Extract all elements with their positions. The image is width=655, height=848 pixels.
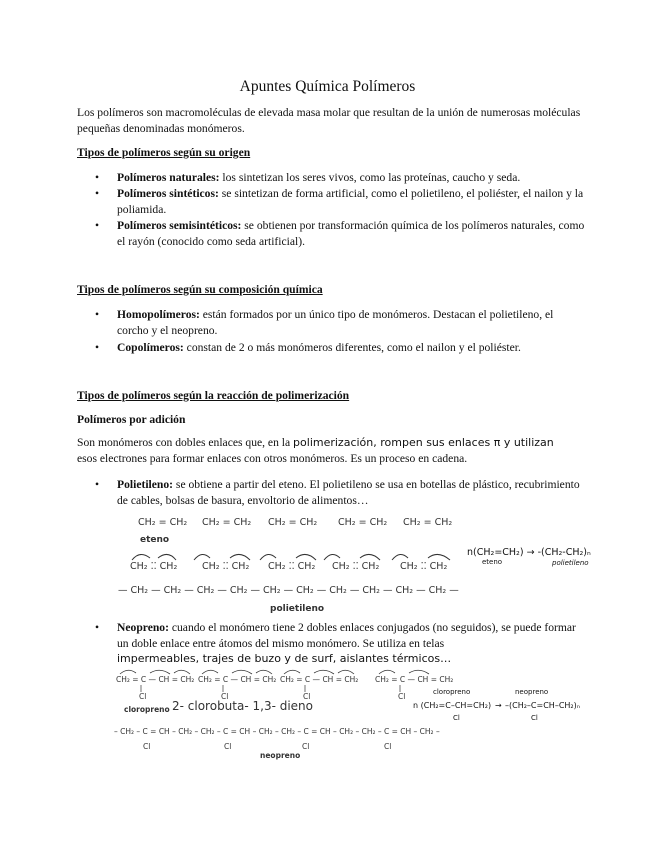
list-item: • Neopreno: cuando el monómero tiene 2 dobles enlaces conjugados (no seguidos), se puede formar un doble enlace entre átomos del mismo monómero. Se utiliza en telas impermeables, trajes de buzo y de surf, aislantes térmicos… xyxy=(95,621,576,666)
neoprene-diagram xyxy=(110,668,630,760)
cloropreno-monomer: CH₂ = C — CH = CH₂ xyxy=(198,675,277,684)
list-item: • Polímeros sintéticos: se sintetizan de forma artificial, como el polietileno, el poliéster, el nailon y la poliamida. xyxy=(95,187,584,216)
item-term: Homopolímeros: xyxy=(117,308,200,321)
addition-text-c: esos electrones para formar enlaces con otros monómeros. Es un proceso en cadena. xyxy=(77,451,468,465)
chlorine-atom: Cl xyxy=(453,714,460,722)
electron-pair: CH₂ ⁚⁚ CH₂ xyxy=(332,561,380,572)
item-term: Polímeros naturales: xyxy=(117,171,220,184)
list-item: • Copolímeros: constan de 2 o más monómeros diferentes, como el nailon y el poliéster. xyxy=(95,341,521,354)
chlorine-atom: Cl xyxy=(143,742,151,751)
chlorine-atom: Cl xyxy=(221,692,229,701)
chlorine-atom: Cl xyxy=(302,742,310,751)
curved-arrows xyxy=(120,670,429,674)
handwritten-note: 2- clorobuta- 1,3- dieno xyxy=(172,699,313,713)
item-term: Polímeros semisintéticos: xyxy=(117,219,242,232)
list-item: • Homopolímeros: están formados por un único tipo de monómeros. Destacan el polietileno, el corcho y el neopreno. xyxy=(95,308,554,337)
neoprene-eq-left: n (CH₂=C–CH=CH₂) xyxy=(413,701,492,710)
section3-heading: Tipos de polímeros según la reacción de polimerización xyxy=(77,389,350,402)
eteno-label: eteno xyxy=(140,535,170,545)
addition-text-b: polimerización, rompen sus enlaces π y utilizan xyxy=(293,436,554,449)
electron-pair: CH₂ ⁚⁚ CH₂ xyxy=(202,561,250,572)
eq-label-neopreno: neopreno xyxy=(515,688,549,696)
item-text: están formados por un único tipo de monómeros. Destacan el polietileno, el corcho y el neopreno. xyxy=(117,308,554,337)
item-text: se sintetizan de forma artificial, como el polietileno, el poliéster, el nailon y la poliamida. xyxy=(117,187,584,216)
electron-pairs xyxy=(130,561,447,572)
chlorine-atom: Cl xyxy=(303,692,311,701)
polyethylene-diagram xyxy=(110,512,620,614)
page-title: Apuntes Química Polímeros xyxy=(239,78,416,95)
neoprene-chain: – CH₂ – C = CH – CH₂ – CH₂ – C = CH – CH₂ – CH₂ – C = CH – CH₂ – CH₂ – C = CH – CH₂ – xyxy=(114,727,440,736)
chlorine-atom: Cl xyxy=(224,742,232,751)
equation-label-eteno: eteno xyxy=(482,558,503,566)
electron-pair: CH₂ ⁚⁚ CH₂ xyxy=(130,561,178,572)
eteno-monomer: CH₂ = CH₂ xyxy=(202,517,252,528)
neoprene-label: neopreno xyxy=(260,751,301,760)
cloropreno-monomer: CH₂ = C — CH = CH₂ xyxy=(375,675,454,684)
curved-arrows xyxy=(132,554,450,560)
chlorine-atom: Cl xyxy=(384,742,392,751)
chlorine-atom: Cl xyxy=(398,692,406,701)
item-text: se obtienen por transformación química de los polímeros naturales, como el rayón (conocido como seda artificial). xyxy=(117,219,585,248)
section2-heading: Tipos de polímeros según su composición química xyxy=(77,283,323,296)
chlorine-atom: Cl xyxy=(531,714,538,722)
cloropreno-monomer: CH₂ = C — CH = CH₂ xyxy=(116,675,195,684)
equation-label-polietileno: polietileno xyxy=(552,559,589,567)
cloropreno-monomer: CH₂ = C — CH = CH₂ xyxy=(280,675,359,684)
section1-heading: Tipos de polímeros según su origen xyxy=(77,146,251,159)
addition-paragraph xyxy=(77,435,582,466)
item-term: Polímeros sintéticos: xyxy=(117,187,219,200)
item-text: se obtiene a partir del eteno. El polietileno se usa en botellas de plástico, recubrimiento de cables, bolsas de basura, envoltorio de alimentos… xyxy=(117,478,580,507)
list-item: • Polímeros semisintéticos: se obtienen por transformación química de los polímeros naturales, como el rayón (conocido como seda artificial). xyxy=(95,219,585,248)
list-item: • Polímeros naturales: los sintetizan los seres vivos, como las proteínas, caucho y seda. xyxy=(95,171,521,184)
polyethylene-label: polietileno xyxy=(270,604,325,614)
item-text: constan de 2 o más monómeros diferentes, como el nailon y el poliéster. xyxy=(183,341,521,354)
item-term: Copolímeros: xyxy=(117,341,184,354)
eteno-monomer: CH₂ = CH₂ xyxy=(268,517,318,528)
section3-subheading: Polímeros por adición xyxy=(77,413,186,426)
item-text-continued: impermeables, trajes de buzo y de surf, aislantes térmicos… xyxy=(117,652,452,666)
list-item: • Polietileno: se obtiene a partir del eteno. El polietileno se usa en botellas de plástico, recubrimiento de cables, bolsas de basura, envoltorio de alimentos… xyxy=(95,478,580,507)
item-term: Polietileno: xyxy=(117,478,174,491)
eteno-monomer: CH₂ = CH₂ xyxy=(403,517,453,528)
eteno-monomer: CH₂ = CH₂ xyxy=(138,517,188,528)
cloropreno-label: cloropreno xyxy=(124,705,170,714)
neoprene-eq-right: –(CH₂–C=CH–CH₂)ₙ xyxy=(505,701,580,710)
eq-label-cloropreno: cloropreno xyxy=(433,688,471,696)
polyethylene-chain: — CH₂ — CH₂ — CH₂ — CH₂ — CH₂ — CH₂ — CH₂ — CH₂ — CH₂ — CH₂ — xyxy=(118,585,459,596)
addition-text-a: Son monómeros con dobles enlaces que, en la xyxy=(77,436,294,449)
electron-pair: CH₂ ⁚⁚ CH₂ xyxy=(268,561,316,572)
item-term: Neopreno: xyxy=(117,621,169,634)
eteno-monomer: CH₂ = CH₂ xyxy=(338,517,388,528)
chlorine-atom: Cl xyxy=(139,692,147,701)
electron-pair: CH₂ ⁚⁚ CH₂ xyxy=(400,561,448,572)
neoprene-eq-arrow: → xyxy=(495,701,502,710)
intro-paragraph: Los polímeros son macromoléculas de elevada masa molar que resultan de la unión de numerosas moléculas pequeñas denominadas monómeros. xyxy=(77,106,581,135)
item-text: cuando el monómero tiene 2 dobles enlaces conjugados (no seguidos), se puede formar un doble enlace entre átomos del mismo monómero. Se utiliza en telas xyxy=(117,621,576,650)
polyethylene-equation: n(CH₂=CH₂) → ‑(CH₂‑CH₂)ₙ xyxy=(467,547,591,558)
item-text: los sintetizan los seres vivos, como las proteínas, caucho y seda. xyxy=(219,171,521,184)
